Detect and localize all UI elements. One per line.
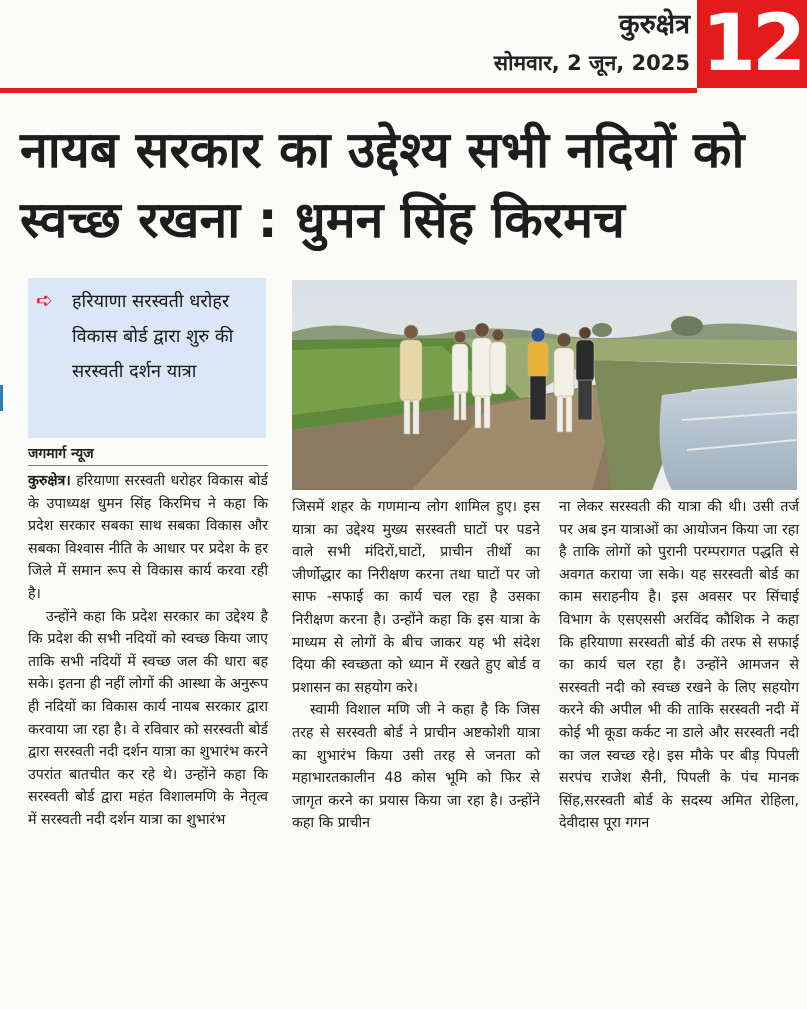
paragraph: स्वामी विशाल मणि जी ने कहा है कि जिस तरह से सरस्वती बोर्ड ने प्राचीन अष्टकोशी यात्रा का शुभारंभ किया उसी तरह से जनता को महाभारतकालीन 48 कोस भूमि को फिर से जागृत करने का प्रयास किया जा रहा है। उन्होंने कहा कि प्राचीन	[292, 702, 540, 832]
masthead-rule	[0, 88, 697, 93]
dateline: कुरुक्षेत्र।	[28, 473, 71, 489]
article-column-3	[559, 496, 799, 835]
byline-rule	[28, 465, 268, 466]
paragraph: जिसमें शहर के गणमान्य लोग शामिल हुए। इस यात्रा का उद्देश्य मुख्य सरस्वती घाटों पर पडने वाले सभी मंदिरों,घाटों, प्राचीन तीर्थो का जीर्णोद्धार का निरीक्षण करना तथा घाटों पर जो साफ -सफाई का कार्य चल रहा है उसका निरीक्षण करना है। उन्होंने कहा कि इस यात्रा के माध्यम से लोगों के बीच जाकर यह भी संदेश दिया की स्वच्छता को ध्यान में रखते हुए बोर्ड व प्रशासन का सहयोग करे।	[292, 499, 540, 696]
paragraph	[28, 470, 268, 606]
masthead-date: सोमवार, 2 जून, 2025	[493, 51, 690, 75]
paragraph: ना लेकर सरस्वती की यात्रा की थी। उसी तर्ज पर अब इन यात्राओं का आयोजन किया जा रहा है ताकि लोगों को पुरानी परम्परागत पद्धति से अवगत कराया जा सके। यह सरस्वती बोर्ड का काम सराहनीय है। इस अवसर पर सिंचाई विभाग के एसएससी अरविंद कौशिक ने कहा कि हरियाणा सरस्वती बोर्ड की तरफ से सफाई का कार्य चल रहा है। उन्होंने आमजन से सरस्वती नदी को स्वच्छ रखने के लिए सहयोग करने की अपील भी की ताकि सरस्वती नदी में कोई भी कूडा कर्कट ना डाले और सरस्वती नदी का जल स्वच्छ रहे। इस मौके पर बीड़ पिपली सरपंच राजेश सैनी, पिपली के पंच मानक सिंह,सरस्वती बोर्ड के सदस्य अमित रोहिला, देवीदास पूरा गगन	[559, 499, 799, 832]
page-number-badge: 12	[697, 0, 807, 88]
deck-box	[28, 278, 266, 438]
paragraph-text: हरियाणा सरस्वती धरोहर विकास बोर्ड के उपाध्यक्ष धुमन सिंह किरमिच ने कहा कि प्रदेश सरकार सबका साथ सबका विकास और सबका विश्वास नीति के आधार पर प्रदेश के हर जिले में समान रूप से विकास कार्य करवा रही है।	[28, 473, 268, 602]
paragraph: उन्होंने कहा कि प्रदेश सरकार का उद्देश्य है कि प्रदेश की सभी नदियों को स्वच्छ किया जाए ताकि सभी नदियों में स्वच्छ जल की धारा बह सके। इतना ही नहीं लोगों की आस्था के अनुरूप ही नदियों का विकास कार्य नायब सरकार द्वारा करवाया जा रहा है। वे रविवार को सरस्वती बोर्ड द्वारा सरस्वती नदी दर्शन यात्रा का शुभारंभ करने उपरांत बातचीत कर रहे थे। उन्होंने कहा कि सरस्वती बोर्ड द्वारा महंत विशालमणि के नेतृत्व में सरस्वती नदी दर्शन यात्रा का शुभारंभ	[28, 608, 268, 828]
deck-text: हरियाणा सरस्वती धरोहर विकास बोर्ड द्वारा शुरु की सरस्वती दर्शन यात्रा	[72, 291, 234, 382]
masthead-city: कुरुक्षेत्र	[618, 9, 690, 40]
byline: जगमार्ग न्यूज	[28, 446, 94, 462]
margin-mark	[0, 385, 3, 411]
news-photo	[292, 280, 797, 490]
article-column-1	[28, 470, 268, 832]
article-column-2	[292, 496, 540, 835]
arrow-right-icon: ➪	[36, 288, 53, 312]
headline: नायब सरकार का उद्देश्य सभी नदियों को स्वच्छ रखना : धुमन सिंह किरमच	[20, 121, 745, 249]
masthead	[0, 0, 807, 98]
